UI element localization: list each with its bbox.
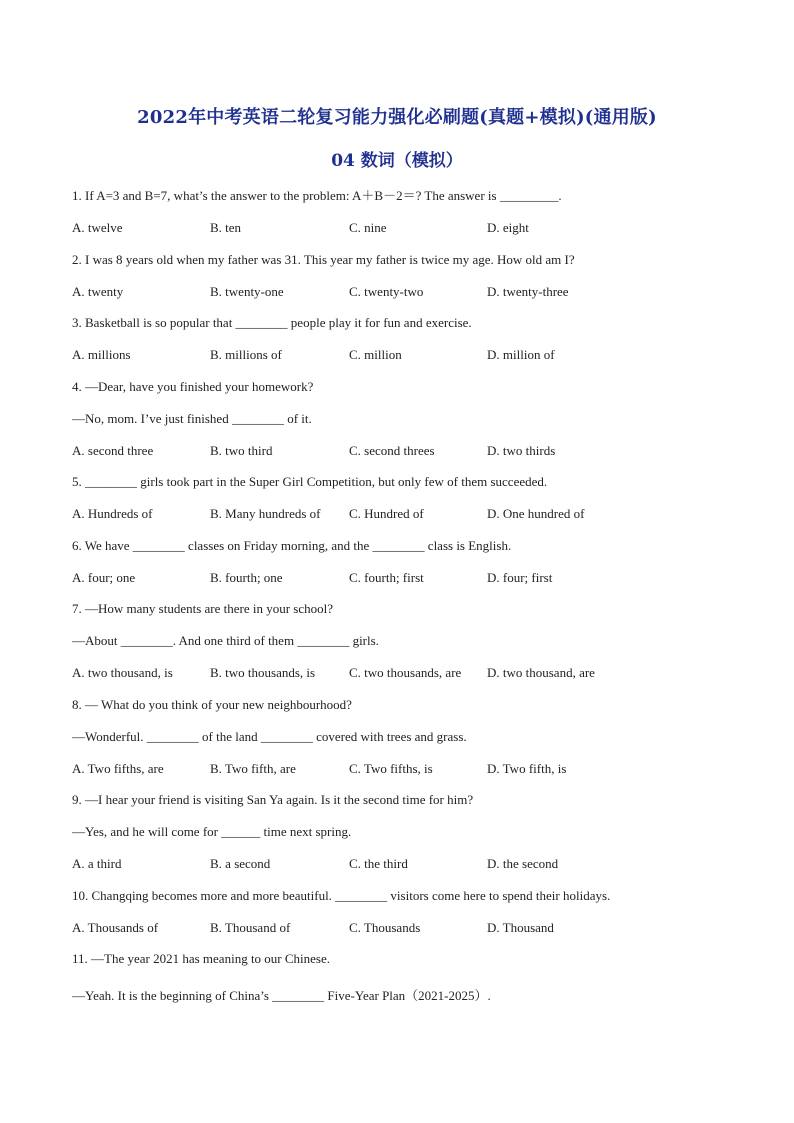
option-c[interactable]: C. nine [349, 220, 387, 235]
question-6-options [72, 570, 732, 586]
option-b[interactable]: B. fourth; one [210, 570, 283, 585]
option-c[interactable]: C. second threes [349, 443, 435, 458]
question-11-stem: 11. —The year 2021 has meaning to our Chinese. [72, 951, 331, 966]
option-a[interactable]: A. twenty [72, 284, 124, 299]
option-b[interactable]: B. millions of [210, 347, 282, 362]
question-10-options [72, 920, 732, 936]
option-b[interactable]: B. Two fifth, are [210, 761, 296, 776]
option-c[interactable]: C. the third [349, 856, 408, 871]
option-c[interactable]: C. fourth; first [349, 570, 424, 585]
question-6-stem: 6. We have ________ classes on Friday morning, and the ________ class is English. [72, 538, 512, 553]
option-a[interactable]: A. millions [72, 347, 131, 362]
question-9-options [72, 856, 732, 872]
option-d[interactable]: D. four; first [487, 570, 553, 585]
option-a[interactable]: A. Thousands of [72, 920, 159, 935]
option-a[interactable]: A. Hundreds of [72, 506, 153, 521]
option-c[interactable]: C. two thousands, are [349, 665, 462, 680]
option-b[interactable]: B. two thousands, is [210, 665, 316, 680]
option-d[interactable]: D. two thirds [487, 443, 556, 458]
question-3-options [72, 347, 732, 363]
question-5-options [72, 506, 732, 522]
option-d[interactable]: D. million of [487, 347, 555, 362]
option-b[interactable]: B. two third [210, 443, 273, 458]
option-d[interactable]: D. the second [487, 856, 559, 871]
option-d[interactable]: D. two thousand, are [487, 665, 595, 680]
question-8-stem-line-2: —Wonderful. ________ of the land ________ covered with trees and grass. [72, 729, 467, 744]
document-subtitle: 04 数词（模拟） [331, 151, 463, 171]
question-5-stem: 5. ________ girls took part in the Super Girl Competition, but only few of them succeeded. [72, 474, 548, 489]
question-4-stem-line-2: —No, mom. I’ve just finished ________ of it. [72, 411, 312, 426]
option-c[interactable]: C. Hundred of [349, 506, 424, 521]
option-c[interactable]: C. Thousands [349, 920, 421, 935]
option-a[interactable]: A. a third [72, 856, 122, 871]
option-b[interactable]: B. a second [210, 856, 271, 871]
option-a[interactable]: A. four; one [72, 570, 136, 585]
question-7-options [72, 665, 732, 681]
document-title: 2022年中考英语二轮复习能力强化必刷题(真题+模拟)(通用版) [137, 107, 657, 128]
question-3-stem: 3. Basketball is so popular that ________ people play it for fun and exercise. [72, 315, 472, 330]
option-a[interactable]: A. Two fifths, are [72, 761, 164, 776]
question-9-stem: 9. —I hear your friend is visiting San Ya again. Is it the second time for him? [72, 792, 474, 807]
question-4-options [72, 443, 732, 459]
question-8-stem: 8. — What do you think of your new neighbourhood? [72, 697, 352, 712]
question-2-stem: 2. I was 8 years old when my father was 31. This year my father is twice my age. How old am I? [72, 252, 575, 267]
question-10-stem: 10. Changqing becomes more and more beautiful. ________ visitors come here to spend their holidays. [72, 888, 611, 903]
option-d[interactable]: D. Two fifth, is [487, 761, 567, 776]
option-d[interactable]: D. Thousand [487, 920, 554, 935]
question-9-stem-line-2: —Yes, and he will come for ______ time next spring. [72, 824, 352, 839]
question-8-options [72, 761, 732, 777]
option-a[interactable]: A. two thousand, is [72, 665, 173, 680]
question-2-options [72, 284, 732, 300]
option-a[interactable]: A. twelve [72, 220, 123, 235]
option-b[interactable]: B. ten [210, 220, 242, 235]
option-c[interactable]: C. million [349, 347, 402, 362]
option-c[interactable]: C. twenty-two [349, 284, 424, 299]
option-a[interactable]: A. second three [72, 443, 154, 458]
question-1-stem: 1. If A=3 and B=7, what’s the answer to the problem: A＋B－2＝? The answer is _________. [72, 188, 562, 203]
question-4-stem: 4. —Dear, have you finished your homework? [72, 379, 314, 394]
option-d[interactable]: D. One hundred of [487, 506, 585, 521]
question-7-stem-line-2: —About ________. And one third of them ________ girls. [72, 633, 379, 648]
option-d[interactable]: D. eight [487, 220, 529, 235]
option-b[interactable]: B. twenty-one [210, 284, 284, 299]
option-b[interactable]: B. Thousand of [210, 920, 291, 935]
option-d[interactable]: D. twenty-three [487, 284, 569, 299]
question-7-stem: 7. —How many students are there in your school? [72, 601, 334, 616]
question-11-stem-line-2: —Yeah. It is the beginning of China’s ________ Five-Year Plan（2021-2025）. [72, 988, 491, 1003]
option-c[interactable]: C. Two fifths, is [349, 761, 433, 776]
question-1-options [72, 220, 732, 236]
option-b[interactable]: B. Many hundreds of [210, 506, 321, 521]
